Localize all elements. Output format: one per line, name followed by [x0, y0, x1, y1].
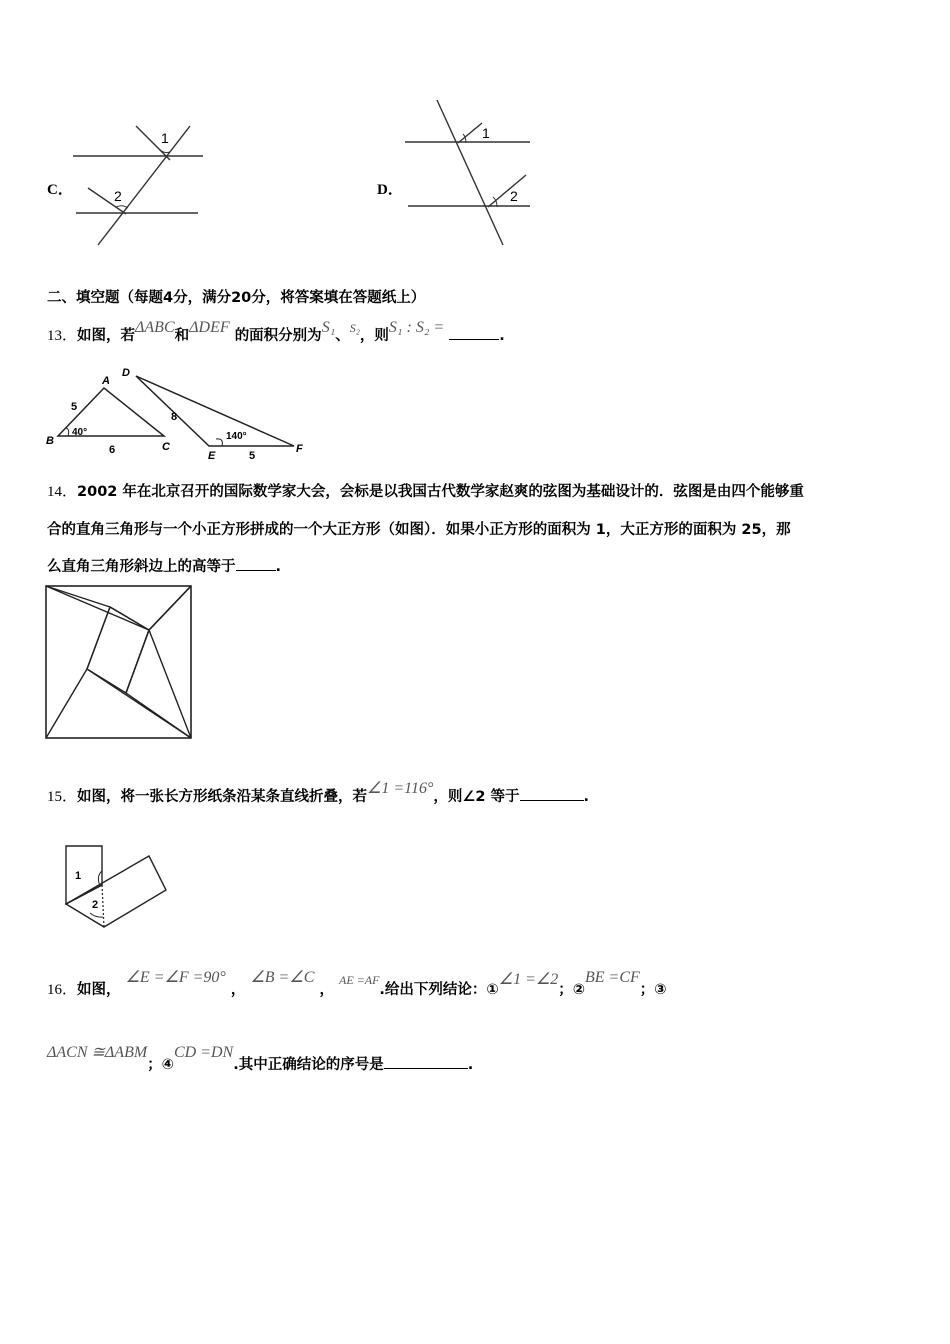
q16-number: 16． [47, 982, 78, 998]
q16-end: . [467, 1057, 474, 1073]
q13-figure [44, 362, 314, 462]
q16-t4: ；③ [639, 982, 667, 998]
label-c: C [162, 441, 170, 453]
label-a: A [102, 375, 110, 387]
q16-sep1: ， [230, 982, 246, 998]
q13-t5: ，则 [359, 328, 389, 344]
c-arc-1 [159, 149, 170, 153]
d-ray-1 [458, 123, 482, 143]
q16-conclusion-4: CD =DN [173, 1044, 234, 1061]
q15-folded-strip-figure [58, 840, 173, 935]
q16-t6: .其中正确结论的序号是 [233, 1057, 384, 1073]
q16-t1: 如图， [77, 982, 121, 998]
q16-conclusion-3: ΔACN ≅ΔABM [47, 1044, 148, 1061]
q13-def: ΔDEF [189, 319, 230, 336]
option-c-label: C． [47, 182, 73, 198]
q16-cond-1: ∠E =∠F =90° [125, 969, 226, 986]
q13-s2: S₂ [349, 321, 360, 335]
label-b: B [46, 435, 54, 447]
side-de: 8 [171, 411, 178, 423]
option-d-figure [400, 95, 535, 250]
c-angle-2-label: 2 [114, 188, 122, 204]
q15-t2: ，则∠2 等于 [433, 789, 520, 805]
q16-sep2: ， [319, 982, 334, 998]
q16-cond-2: ∠B =∠C [250, 969, 315, 986]
section-title: 二、填空题（每题4分，满分20分，将答案填在答题纸上） [47, 290, 426, 306]
side-ab: 5 [71, 401, 78, 413]
angle-e-label: 140° [226, 431, 247, 442]
side-ef: 5 [249, 450, 256, 462]
q14-line-3-text: 么直角三角形斜边上的高等于 [47, 559, 236, 575]
q15-text [47, 780, 590, 806]
q16-conclusion-1: ∠1 =∠2 [498, 971, 559, 988]
q13-answer-blank[interactable] [449, 325, 499, 340]
d-angle-1-label: 1 [482, 125, 490, 141]
c-transversal [98, 126, 190, 245]
q13-t2: 和 [174, 328, 190, 344]
q13-t3: 的面积分别为 [234, 328, 322, 344]
option-d-label: D． [377, 182, 403, 198]
q13-s1: S₁ [321, 319, 336, 336]
q13-ratio: S₁ : S₂ = [388, 319, 445, 336]
option-c-figure [68, 118, 208, 248]
q14-line-1-text: 2002 年在北京召开的国际数学家大会，会标是以我国古代数学家赵爽的弦图为基础设计的．弦图是由四个能够重 [77, 484, 804, 500]
q13-text [47, 319, 505, 345]
c-angle-1-label: 1 [161, 130, 169, 146]
angle-b-arc [66, 428, 69, 436]
q14-end: . [275, 559, 282, 575]
label-d: D [122, 367, 130, 379]
q15-angle1: ∠1 =116° [367, 780, 434, 797]
q13-t4: 、 [335, 328, 350, 344]
q14-number: 14． [47, 484, 78, 500]
q14-zhao-shuang-figure [45, 585, 193, 740]
d-transversal [437, 100, 503, 245]
q16-t2: .给出下列结论：① [379, 982, 499, 998]
q13-abc: ΔABC [135, 319, 175, 336]
label-f: F [296, 443, 303, 455]
q16-conclusion-2: BE =CF [584, 969, 640, 986]
small-square [87, 607, 149, 693]
q16-line-2 [47, 1044, 474, 1074]
q15-number: 15． [47, 789, 78, 805]
q14-line-3 [47, 555, 281, 576]
q16-line-1 [47, 969, 667, 999]
q14-line-1 [47, 480, 804, 501]
d-angle-2-label: 2 [510, 188, 518, 204]
q13-end: . [499, 328, 505, 344]
q14-line-2: 合的直角三角形与一个小正方形拼成的一个大正方形（如图）．如果小正方形的面积为 1，大正方形的面积为 25，那 [47, 522, 791, 538]
q15-end: . [583, 789, 590, 805]
q16-t5: ；④ [147, 1057, 174, 1073]
q16-answer-blank[interactable] [384, 1054, 468, 1069]
q15-answer-blank[interactable] [520, 786, 584, 801]
angle-b-label: 40° [72, 427, 88, 438]
q15-angle-2-label: 2 [92, 899, 99, 911]
d-ray-2 [488, 175, 526, 207]
label-e: E [208, 450, 216, 462]
q15-angle-1-label: 1 [75, 870, 82, 882]
q13-number: 13． [47, 328, 78, 344]
side-bc: 6 [109, 444, 116, 456]
q16-cond-3: AE =AF [339, 973, 380, 987]
q14-answer-blank[interactable] [236, 556, 276, 571]
angle-e-arc [216, 439, 222, 446]
q15-t1: 如图，将一张长方形纸条沿某条直线折叠，若 [77, 789, 368, 805]
q16-t3: ；② [558, 982, 585, 998]
q13-t1: 如图，若 [77, 328, 136, 344]
